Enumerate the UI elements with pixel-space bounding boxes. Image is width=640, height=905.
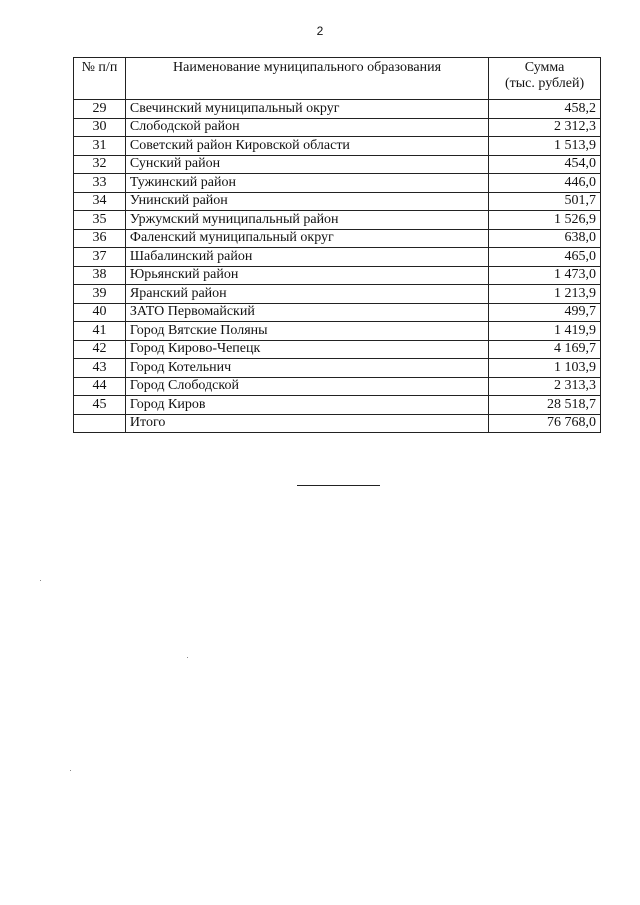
row-name: Сунский район (125, 155, 488, 174)
row-number: 40 (74, 303, 126, 322)
table-row (74, 174, 601, 193)
row-name: Советский район Кировской области (125, 137, 488, 156)
row-sum: 28 518,7 (489, 396, 601, 415)
row-sum: 1 419,9 (489, 322, 601, 341)
table-row (74, 396, 601, 415)
table-row (74, 229, 601, 248)
row-number: 29 (74, 100, 126, 119)
row-number: 31 (74, 137, 126, 156)
header-sum-title: Сумма (524, 60, 565, 75)
row-number: 41 (74, 322, 126, 341)
table-row (74, 137, 601, 156)
table-row (74, 248, 601, 267)
row-name: Город Котельнич (125, 359, 488, 378)
row-number: 38 (74, 266, 126, 285)
row-number: 42 (74, 340, 126, 359)
header-number: № п/п (74, 58, 126, 100)
row-number: 36 (74, 229, 126, 248)
row-sum: 501,7 (489, 192, 601, 211)
row-name: Фаленский муниципальный округ (125, 229, 488, 248)
row-sum: 499,7 (489, 303, 601, 322)
row-name: Слободской район (125, 118, 488, 137)
row-number: 33 (74, 174, 126, 193)
total-sum: 76 768,0 (489, 414, 601, 433)
table-row (74, 285, 601, 304)
row-number: 30 (74, 118, 126, 137)
row-sum: 2 313,3 (489, 377, 601, 396)
row-number: 43 (74, 359, 126, 378)
header-sum-unit: (тыс. рублей) (504, 76, 585, 91)
row-sum: 1 103,9 (489, 359, 601, 378)
row-sum: 2 312,3 (489, 118, 601, 137)
row-sum: 446,0 (489, 174, 601, 193)
row-name: Шабалинский район (125, 248, 488, 267)
row-sum: 1 526,9 (489, 211, 601, 230)
table-row (74, 192, 601, 211)
row-name: Город Слободской (125, 377, 488, 396)
row-name: Юрьянский район (125, 266, 488, 285)
total-number (74, 414, 126, 433)
table-row (74, 100, 601, 119)
row-number: 39 (74, 285, 126, 304)
row-sum: 4 169,7 (489, 340, 601, 359)
row-name: Город Киров (125, 396, 488, 415)
row-sum: 1 473,0 (489, 266, 601, 285)
table-row (74, 359, 601, 378)
table-row (74, 377, 601, 396)
signature-divider-line (297, 485, 380, 486)
row-name: Город Кирово-Чепецк (125, 340, 488, 359)
page-number: 2 (316, 24, 324, 38)
scan-speck (187, 657, 188, 658)
table-row (74, 118, 601, 137)
table-row (74, 340, 601, 359)
row-name: Уржумский муниципальный район (125, 211, 488, 230)
row-sum: 638,0 (489, 229, 601, 248)
table-header (74, 58, 601, 100)
row-sum: 1 513,9 (489, 137, 601, 156)
row-name: Яранский район (125, 285, 488, 304)
scan-speck (40, 580, 41, 581)
row-number: 32 (74, 155, 126, 174)
row-number: 44 (74, 377, 126, 396)
header-row (74, 58, 601, 100)
table-row (74, 211, 601, 230)
total-label: Итого (125, 414, 488, 433)
row-sum: 454,0 (489, 155, 601, 174)
row-number: 35 (74, 211, 126, 230)
table-body (74, 100, 601, 433)
row-name: Унинский район (125, 192, 488, 211)
header-sum (489, 58, 601, 100)
row-number: 45 (74, 396, 126, 415)
table-row (74, 266, 601, 285)
row-name: ЗАТО Первомайский (125, 303, 488, 322)
row-name: Свечинский муниципальный округ (125, 100, 488, 119)
municipal-sums-table (73, 57, 601, 433)
row-number: 34 (74, 192, 126, 211)
table-row (74, 322, 601, 341)
scan-speck (70, 770, 71, 771)
table-row (74, 155, 601, 174)
row-sum: 465,0 (489, 248, 601, 267)
total-row (74, 414, 601, 433)
row-name: Город Вятские Поляны (125, 322, 488, 341)
row-sum: 1 213,9 (489, 285, 601, 304)
row-sum: 458,2 (489, 100, 601, 119)
header-municipality-name: Наименование муниципального образования (125, 58, 488, 100)
table-row (74, 303, 601, 322)
row-number: 37 (74, 248, 126, 267)
row-name: Тужинский район (125, 174, 488, 193)
